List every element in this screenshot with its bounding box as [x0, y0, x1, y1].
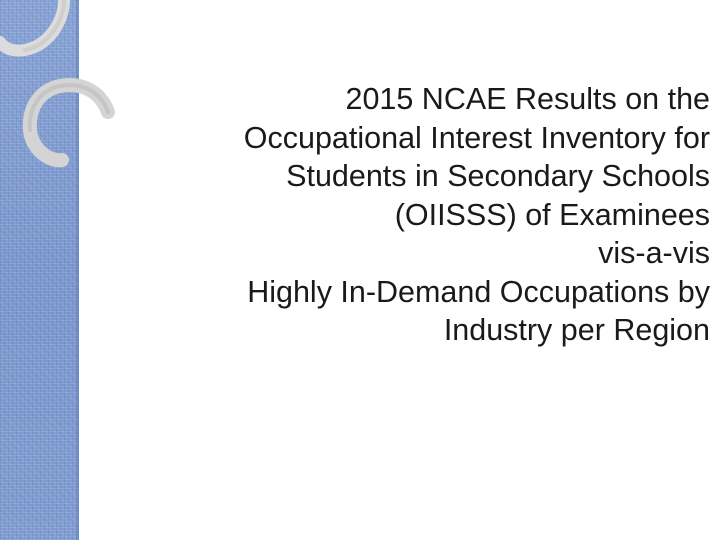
title-line: 2015 NCAE Results on the — [345, 82, 710, 116]
title-line: Occupational Interest Inventory for — [243, 120, 710, 155]
title-line: Industry per Region — [443, 313, 710, 347]
title-line: (OIISSS) of Examinees — [394, 197, 710, 232]
title-line: vis-a-vis — [598, 236, 710, 270]
title-line: Students in Secondary Schools — [286, 159, 710, 193]
title-line: Highly In-Demand Occupations by — [247, 274, 710, 309]
slide-title — [50, 80, 710, 350]
